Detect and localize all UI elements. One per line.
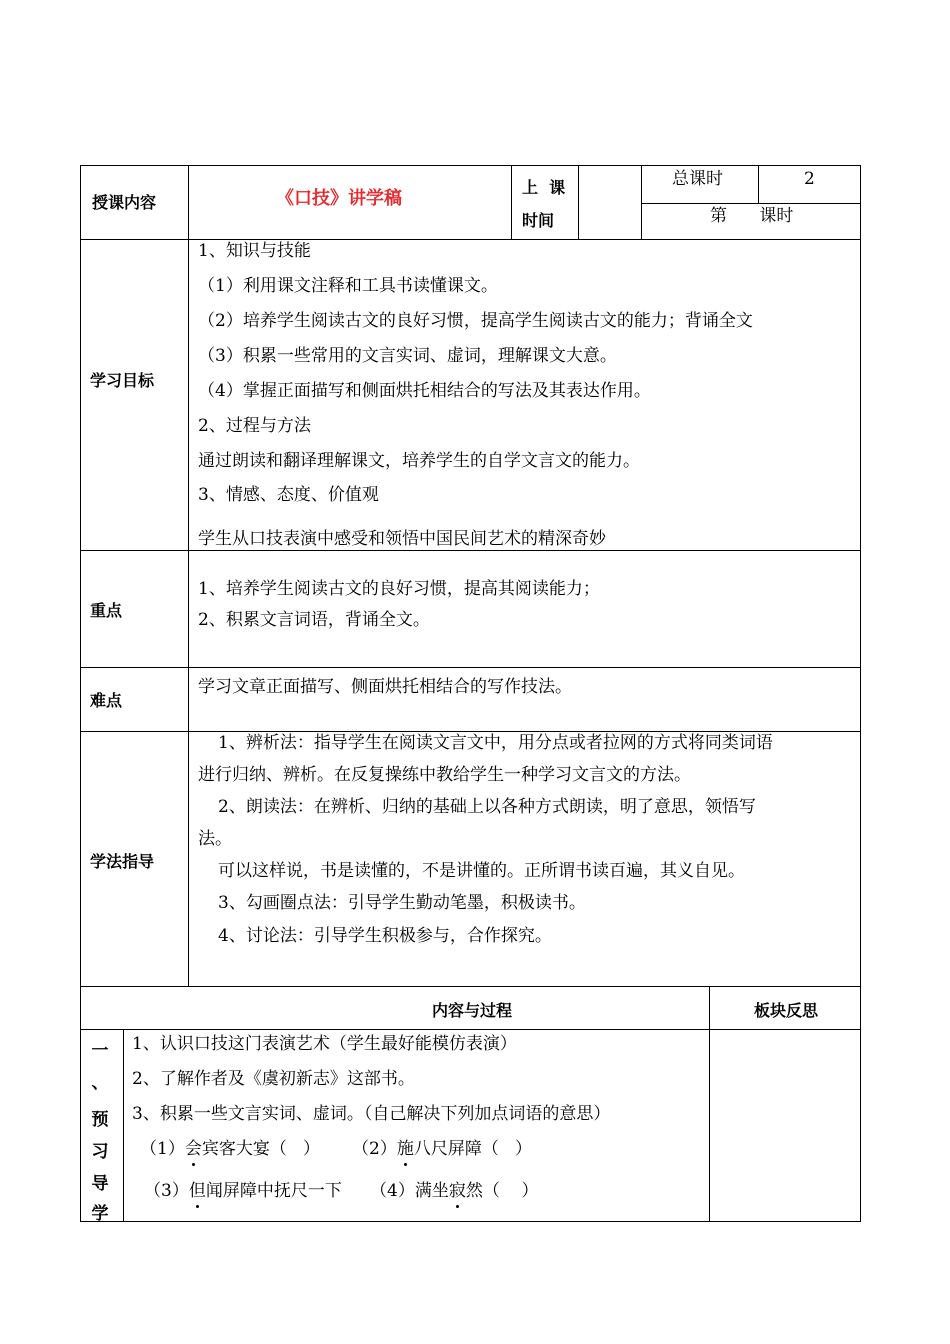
vocab-number: （1） <box>140 1139 185 1159</box>
method-line: 法。 <box>198 829 232 849</box>
method-label: 学法指导 <box>90 852 155 871</box>
vocab-dotted-char: 会 <box>184 1139 202 1159</box>
vocab-item <box>144 1180 342 1202</box>
objective-line: （1）利用课文注释和工具书读懂课文。 <box>198 276 498 296</box>
preview-line: 1、认识口技这门表演艺术（学生最好能模仿表演） <box>132 1034 517 1054</box>
class-time-label-2: 时间 <box>522 211 555 230</box>
total-hours-label: 总课时 <box>672 169 723 189</box>
vocab-post: 宾客大宴（ ） <box>201 1139 321 1159</box>
section-label-char: 、 <box>91 1073 109 1093</box>
vocab-dotted-char: 寂 <box>448 1181 466 1201</box>
objective-line: （3）积累一些常用的文言实词、虚词，理解课文大意。 <box>198 346 617 366</box>
method-line: 4、讨论法：引导学生积极参与，合作探究。 <box>218 926 552 946</box>
vocab-number: （3） <box>144 1181 189 1201</box>
objective-line: 1、知识与技能 <box>198 241 311 261</box>
vocab-number: （2） <box>352 1139 397 1159</box>
section-label-char: 导 <box>91 1174 109 1194</box>
page-title: 《口技》讲学稿 <box>276 188 402 209</box>
vocab-post: 八尺屏障（ ） <box>413 1139 533 1159</box>
objective-line: 3、情感、态度、价值观 <box>198 485 379 505</box>
objective-line: 学生从口技表演中感受和领悟中国民间艺术的精深奇妙 <box>198 529 606 549</box>
lesson-number-label: 第 课时 <box>710 206 794 226</box>
vocab-pre: 满坐 <box>414 1181 449 1201</box>
objective-line: （4）掌握正面描写和侧面烘托相结合的写法及其表达作用。 <box>198 381 651 401</box>
vocab-post: 然（ ） <box>465 1181 539 1201</box>
vocab-dotted-char: 施 <box>396 1139 414 1159</box>
preview-line: 2、了解作者及《虞初新志》这部书。 <box>132 1069 415 1089</box>
content-process-header: 内容与过程 <box>432 1001 513 1020</box>
method-line: 进行归纳、辨析。在反复操练中教给学生一种学习文言文的方法。 <box>198 765 691 785</box>
section-label-char: 一 <box>91 1041 109 1061</box>
method-line: 3、勾画圈点法：引导学生勤动笔墨，积极读书。 <box>218 893 586 913</box>
objective-line: 通过朗读和翻译理解课文，培养学生的自学文言文的能力。 <box>198 451 640 471</box>
vocab-item <box>140 1138 320 1160</box>
method-line: 可以这样说，书是读懂的，不是讲懂的。正所谓书读百遍，其义自见。 <box>218 861 745 881</box>
method-line: 1、辨析法：指导学生在阅读文言文中，用分点或者拉网的方式将同类词语 <box>218 733 773 753</box>
total-hours-value: 2 <box>804 169 815 189</box>
objective-line: 2、过程与方法 <box>198 416 311 436</box>
key-point-line: 1、培养学生阅读古文的良好习惯，提高其阅读能力； <box>198 579 600 599</box>
vocab-dotted-char: 但 <box>188 1181 206 1201</box>
vocab-item <box>370 1180 538 1202</box>
section-label-char: 习 <box>91 1142 109 1162</box>
difficulty-text: 学习文章正面描写、侧面烘托相结合的写作技法。 <box>198 677 572 697</box>
objectives-label: 学习目标 <box>90 371 155 390</box>
course-label: 授课内容 <box>92 193 157 212</box>
section-label-char: 预 <box>91 1110 109 1130</box>
class-time-label-1: 上 课 <box>522 178 566 197</box>
vocab-number: （4） <box>370 1181 415 1201</box>
key-points-label: 重点 <box>90 601 123 620</box>
key-point-line: 2、积累文言词语，背诵全文。 <box>198 610 430 630</box>
method-line: 2、朗读法：在辨析、归纳的基础上以各种方式朗读，明了意思，领悟写 <box>218 797 756 817</box>
difficulty-label: 难点 <box>90 691 123 710</box>
vocab-post: 闻屏障中抚尺一下 <box>205 1181 342 1201</box>
objective-line: （2）培养学生阅读古文的良好习惯，提高学生阅读古文的能力；背诵全文 <box>198 311 753 331</box>
vocab-item <box>352 1138 532 1160</box>
reflection-header: 板块反思 <box>754 1001 819 1020</box>
section-label-char: 学 <box>91 1204 109 1224</box>
preview-line: 3、积累一些文言实词、虚词。（自己解决下列加点词语的意思） <box>132 1104 611 1124</box>
